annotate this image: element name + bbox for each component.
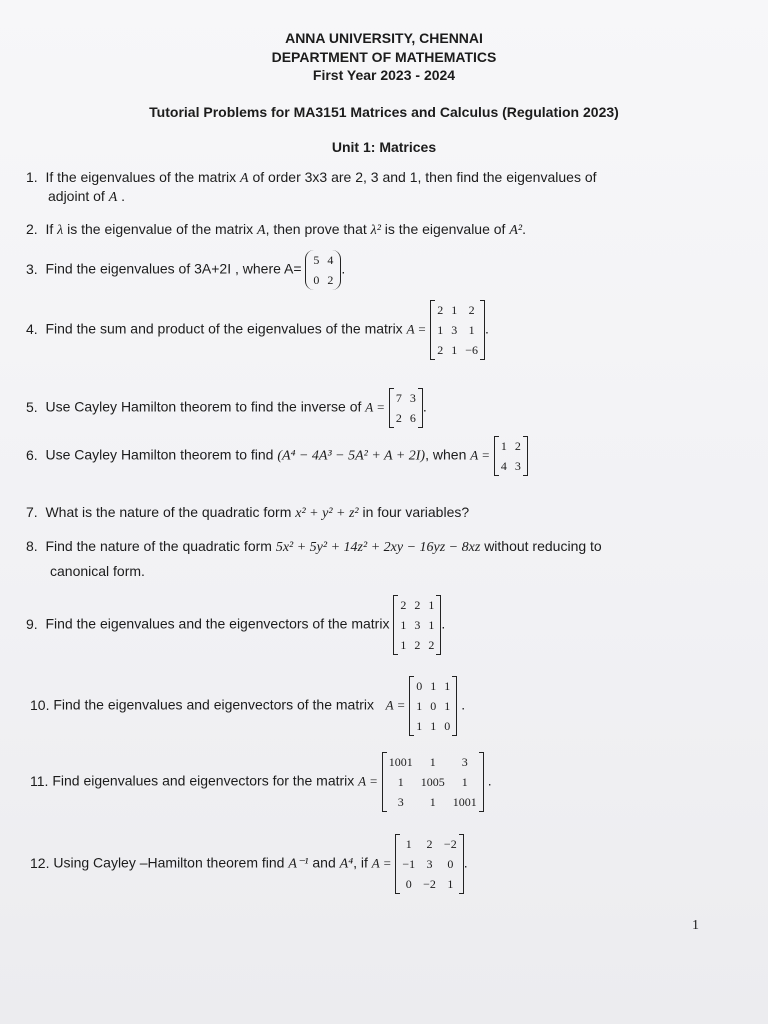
matrix-entry: −2 (443, 837, 457, 851)
page-number: 1 (692, 918, 699, 933)
matrix-entry: 7 (395, 391, 402, 405)
matrix-q10 (409, 676, 457, 736)
matrix-entry: 1 (428, 598, 435, 612)
matrix-entry: 2 (426, 837, 433, 851)
matrix-q3 (305, 250, 341, 290)
matrix-entry: 2 (395, 411, 402, 425)
question-11: 11. Find eigenvalues and eigenvectors for the matrix A = 1001 1 3 1 1005 1 3 1 1001 . (30, 752, 492, 812)
question-4: 4. Find the sum and product of the eigenvalues of the matrix A = 2 1 2 1 3 1 2 1 −6 . (26, 300, 489, 360)
matrix-entry: 3 (461, 755, 468, 769)
matrix-entry: 1 (444, 699, 451, 713)
matrix-entry: 2 (414, 638, 421, 652)
matrix-entry: 6 (409, 411, 416, 425)
matrix-entry: 2 (468, 303, 475, 317)
question-3: 3. Find the eigenvalues of 3A+2I , where A= 5 4 0 2 . (26, 250, 345, 290)
matrix-entry: 1 (428, 618, 435, 632)
matrix-entry: 4 (500, 459, 507, 473)
matrix-entry: 3 (414, 618, 421, 632)
question-1-continued: adjoint of A . (48, 188, 126, 205)
matrix-entry: 0 (444, 719, 451, 733)
matrix-entry: 3 (451, 323, 458, 337)
matrix-entry: 2 (327, 273, 334, 287)
department-name: DEPARTMENT OF MATHEMATICS (271, 49, 497, 65)
matrix-entry: 1 (461, 775, 468, 789)
matrix-entry: 3 (409, 391, 416, 405)
matrix-entry: 3 (514, 459, 521, 473)
question-10: 10. Find the eigenvalues and eigenvectors of the matrix A = 0 1 1 1 0 1 1 1 0 . (30, 676, 465, 736)
matrix-entry: 1 (468, 323, 475, 337)
matrix-entry: 2 (414, 598, 421, 612)
matrix-entry: 1 (405, 837, 412, 851)
matrix-entry: 1 (447, 877, 454, 891)
matrix-entry: 2 (437, 303, 444, 317)
matrix-entry: 1 (430, 719, 437, 733)
question-7: 7. What is the nature of the quadratic form x² + y² + z² in four variables? (26, 504, 470, 521)
matrix-entry: 2 (514, 439, 521, 453)
question-9: 9. Find the eigenvalues and the eigenvectors of the matrix 2 2 1 1 3 1 1 2 2 . (26, 595, 445, 655)
matrix-entry: −6 (465, 343, 478, 357)
matrix-q4 (430, 300, 485, 360)
question-12: 12. Using Cayley –Hamilton theorem find A⁻¹ and A⁴, if A = 1 2 −2 −1 3 0 0 −2 1 . (30, 834, 468, 894)
matrix-entry: 0 (416, 679, 423, 693)
matrix-entry: 3 (397, 795, 404, 809)
matrix-entry: −2 (423, 877, 436, 891)
matrix-entry: 1 (429, 755, 436, 769)
matrix-q5 (389, 388, 423, 428)
matrix-entry: 0 (447, 857, 454, 871)
matrix-entry: 0 (313, 273, 320, 287)
matrix-entry: 2 (428, 638, 435, 652)
matrix-entry: 1 (437, 323, 444, 337)
matrix-entry: 5 (313, 253, 320, 267)
matrix-q9 (393, 595, 441, 655)
university-name: ANNA UNIVERSITY, CHENNAI (285, 30, 483, 46)
matrix-entry: 1 (444, 679, 451, 693)
matrix-entry: 1 (400, 638, 407, 652)
question-1: 1. If the eigenvalues of the matrix A of order 3x3 are 2, 3 and 1, then find the eigenvalues of (26, 169, 597, 186)
question-2: 2. If λ is the eigenvalue of the matrix A, then prove that λ² is the eigenvalue of A². (26, 221, 526, 238)
matrix-entry: 2 (400, 598, 407, 612)
matrix-q11 (382, 752, 484, 812)
question-8-continued: canonical form. (50, 563, 145, 579)
matrix-entry: 2 (437, 343, 444, 357)
matrix-entry: 0 (430, 699, 437, 713)
question-6: 6. Use Cayley Hamilton theorem to find (A⁴ − 4A³ − 5A² + A + 2I), when A = 1 2 4 3 (26, 436, 528, 476)
matrix-entry: 1 (500, 439, 507, 453)
question-5: 5. Use Cayley Hamilton theorem to find the inverse of A = 7 3 2 6 . (26, 388, 427, 428)
matrix-entry: 1 (451, 303, 458, 317)
matrix-q6 (494, 436, 528, 476)
matrix-entry: 1001 (452, 795, 477, 809)
matrix-entry: 1 (429, 795, 436, 809)
matrix-entry: 1 (397, 775, 404, 789)
unit-title: Unit 1: Matrices (331, 139, 437, 155)
matrix-entry: 1 (400, 618, 407, 632)
matrix-entry: 1 (416, 719, 423, 733)
matrix-entry: 4 (327, 253, 334, 267)
tutorial-title: Tutorial Problems for MA3151 Matrices and Calculus (Regulation 2023) (149, 104, 619, 120)
question-8: 8. Find the nature of the quadratic form 5x² + 5y² + 14z² + 2xy − 16yz − 8xz without reducing to (26, 538, 602, 555)
matrix-entry: 1 (451, 343, 458, 357)
matrix-q12 (395, 834, 463, 894)
matrix-entry: 1 (416, 699, 423, 713)
matrix-entry: 3 (426, 857, 433, 871)
matrix-entry: −1 (402, 857, 416, 871)
matrix-entry: 1 (430, 679, 437, 693)
matrix-entry: 0 (405, 877, 412, 891)
matrix-entry: 1001 (388, 755, 413, 769)
academic-year: First Year 2023 - 2024 (312, 67, 456, 83)
matrix-entry: 1005 (420, 775, 445, 789)
